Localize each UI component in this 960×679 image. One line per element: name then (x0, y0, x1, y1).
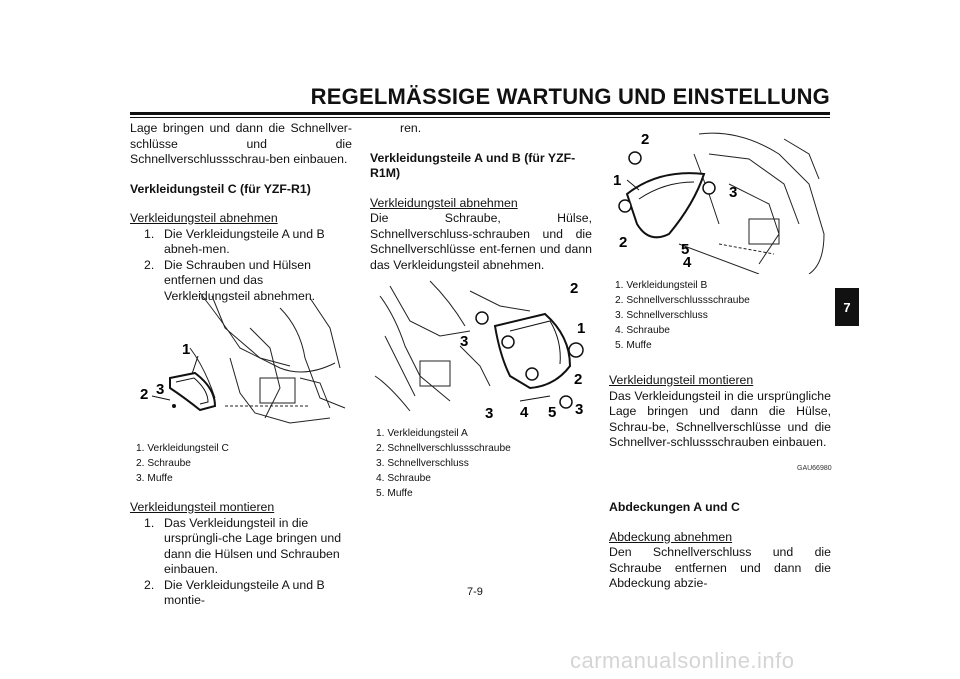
column-2 (370, 121, 592, 273)
figure-fairing-b (609, 124, 834, 274)
caption-item: 1. Verkleidungsteil B (615, 280, 708, 291)
col3-install-title: Verkleidungsteil montieren (609, 373, 754, 387)
figure-1-caption (136, 441, 229, 486)
list-item: 1. Das Verkleidungsteil in die ursprüngli-che Lage bringen und dann die Hülsen und Schrauben einbauen. (144, 515, 342, 576)
col1-install-steps (130, 516, 352, 609)
header-rule (130, 112, 830, 115)
col3-install-text: Das Verkleidungsteil in die ursprüngliche Lage bringen und dann die Hülse, Schrau-be, Schnellverschlüsse und die Schnellver-schlussschrauben einbauen. (609, 388, 831, 449)
column-3-lower (609, 373, 831, 451)
list-item: 2. Die Verkleidungsteile A und B montie- (144, 577, 325, 607)
figure-label: 2 (641, 131, 650, 148)
col2-remove-title: Verkleidungsteil abnehmen (370, 195, 518, 210)
figure-label: 3 (485, 405, 494, 422)
figure-2-caption (376, 426, 511, 501)
col2-cont: ren. (400, 121, 422, 135)
list-item: 1. Die Verkleidungsteile A und B abneh-men. (144, 226, 325, 256)
chapter-tab: 7 (835, 288, 859, 326)
caption-item: 3. Schnellverschluss (615, 310, 708, 321)
figure-label: 2 (619, 234, 628, 251)
figure-fairing-c (130, 288, 355, 438)
page-title: REGELMÄSSIGE WARTUNG UND EINSTELLUNG (310, 84, 830, 109)
figure-label: 4 (520, 404, 529, 421)
figure-3-caption (615, 278, 750, 353)
column-1-lower (130, 500, 352, 609)
figure-label: 2 (574, 371, 583, 388)
caption-item: 3. Muffe (136, 473, 173, 484)
caption-item: 1. Verkleidungsteil A (376, 428, 468, 439)
col1-install-title: Verkleidungsteil montieren (130, 500, 275, 514)
figure-label: 1 (577, 320, 586, 337)
page-number: 7-9 (467, 586, 483, 598)
caption-item: 2. Schnellverschlussschraube (376, 443, 511, 454)
column-3-bottom (609, 500, 831, 592)
col3-remove-title: Abdeckung abnehmen (609, 529, 733, 544)
figure-label: 4 (683, 254, 692, 271)
col3-heading2: Abdeckungen A und C (609, 500, 740, 514)
figure-label: 3 (156, 381, 165, 398)
list-item: 2. Die Schrauben und Hülsen entfernen und das Verkleidungsteil abnehmen. (144, 257, 316, 303)
figure-label: 5 (548, 404, 557, 421)
col1-heading: Verkleidungsteil C (für YZF-R1) (130, 181, 311, 196)
col3-remove-text: Den Schnellverschluss und die Schraube entfernen und dann die Abdeckung abzie- (609, 545, 831, 590)
col2-heading: Verkleidungsteile A und B (für YZF-R1M) (370, 150, 576, 180)
watermark: carmanualsonline.info (570, 648, 795, 673)
figure-fairing-a (370, 276, 595, 422)
col2-remove-text: Die Schraube, Hülse, Schnellverschluss-schrauben und die Schnellverschlüsse ent-fernen und dann das Verkleidungsteil abnehmen. (370, 211, 592, 272)
figure-label: 3 (729, 184, 738, 201)
column-1 (130, 121, 352, 304)
section-code: GAU66980 (797, 465, 832, 472)
figure-label: 5 (681, 241, 690, 258)
caption-item: 4. Schraube (615, 325, 670, 336)
caption-item: 1. Verkleidungsteil C (136, 443, 229, 454)
figure-label: 3 (460, 333, 469, 350)
col1-intro: Lage bringen und dann die Schnellver-schlüsse und die Schnellverschlussschrau-ben einbauen. (130, 121, 352, 166)
figure-label: 1 (182, 341, 191, 358)
caption-item: 4. Schraube (376, 473, 431, 484)
caption-item: 2. Schnellverschlussschraube (615, 295, 750, 306)
figure-label: 1 (613, 172, 622, 189)
caption-item: 3. Schnellverschluss (376, 458, 469, 469)
caption-item: 5. Muffe (376, 488, 413, 499)
caption-item: 2. Schraube (136, 458, 191, 469)
figure-label: 3 (575, 401, 584, 418)
col1-remove-title: Verkleidungsteil abnehmen (130, 211, 278, 225)
figure-label: 2 (140, 386, 149, 403)
caption-item: 5. Muffe (615, 340, 652, 351)
figure-label: 2 (570, 280, 579, 297)
header-rule-thin (130, 117, 830, 118)
